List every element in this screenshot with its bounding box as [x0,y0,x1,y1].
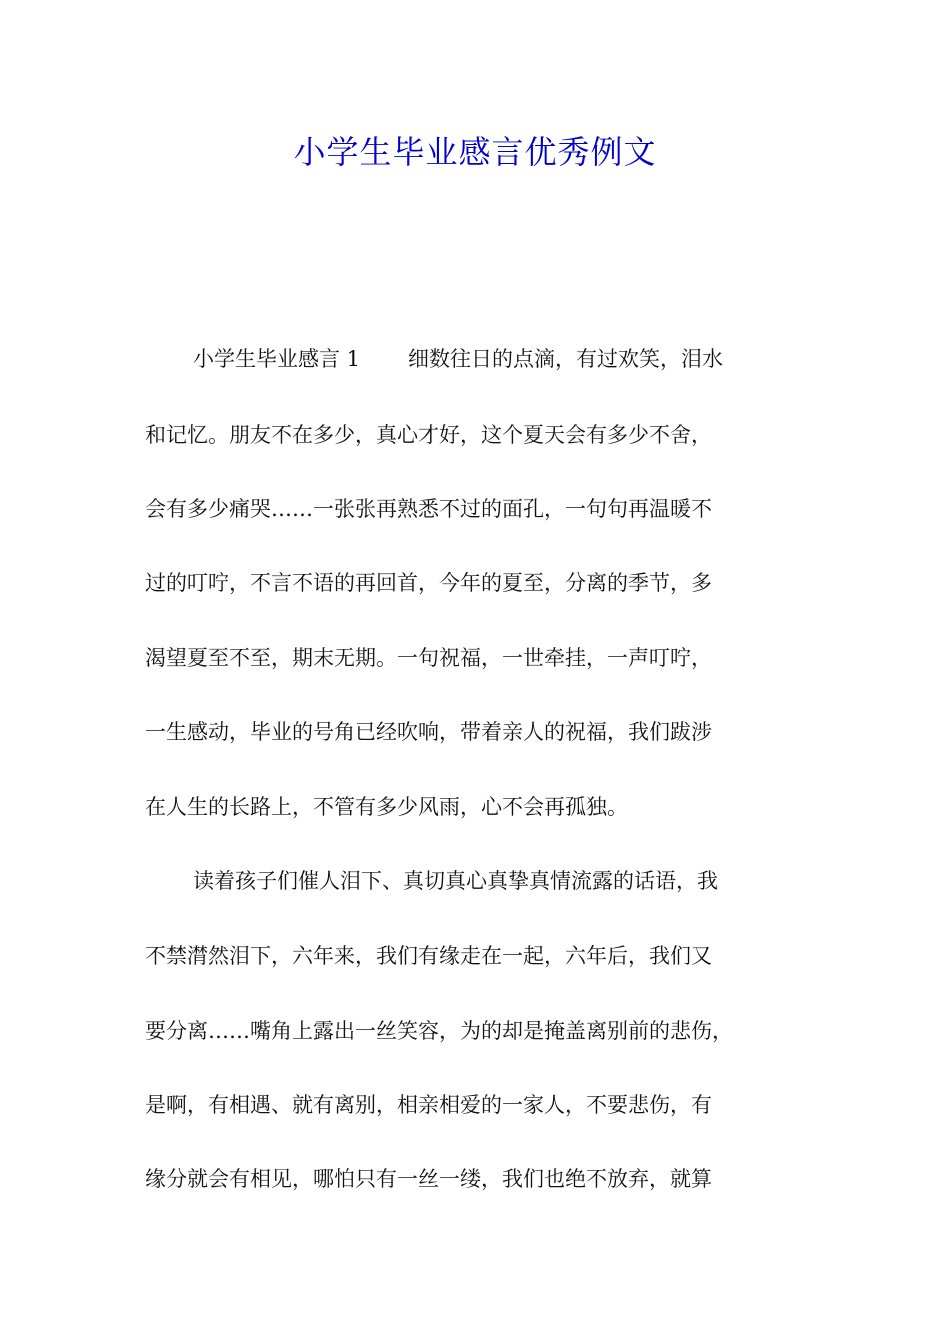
paragraph-1-line-4: 过的叮咛，不言不语的再回首，今年的夏至，分离的季节，多 [145,571,712,595]
paragraph-1-line-3: 会有多少痛哭……一张张再熟悉不过的面孔，一句句再温暖不 [145,497,712,521]
paragraph-2-line-5: 缘分就会有相见，哪怕只有一丝一缕，我们也绝不放弃，就算 [145,1167,712,1191]
paragraph-2-line-1: 读着孩子们催人泪下、真切真心真挚真情流露的话语，我 [193,869,718,893]
paragraph-1-line-1 [193,344,873,374]
document-title: 小学生毕业感言优秀例文 [293,133,657,171]
paragraph-2-line-2: 不禁潸然泪下，六年来，我们有缘走在一起，六年后，我们又 [145,944,712,968]
paragraph-1-line-7: 在人生的长路上，不管有多少风雨，心不会再孤独。 [145,795,628,819]
paragraph-2-line-3: 要分离……嘴角上露出一丝笑容，为的却是掩盖离别前的悲伤， [145,1019,733,1043]
section-heading: 小学生毕业感言 1 [193,347,361,371]
paragraph-text: 细数往日的点滴，有过欢笑，泪水 [408,347,724,371]
paragraph-1-line-2: 和记忆。朋友不在多少，真心才好，这个夏天会有多少不舍， [145,423,712,447]
paragraph-2-line-4: 是啊，有相遇、就有离别，相亲相爱的一家人，不要悲伤，有 [145,1093,712,1117]
paragraph-1-line-6: 一生感动，毕业的号角已经吹响，带着亲人的祝福，我们跋涉 [145,720,712,744]
paragraph-1-line-5: 渴望夏至不至，期末无期。一句祝福，一世牵挂，一声叮咛， [145,646,712,670]
